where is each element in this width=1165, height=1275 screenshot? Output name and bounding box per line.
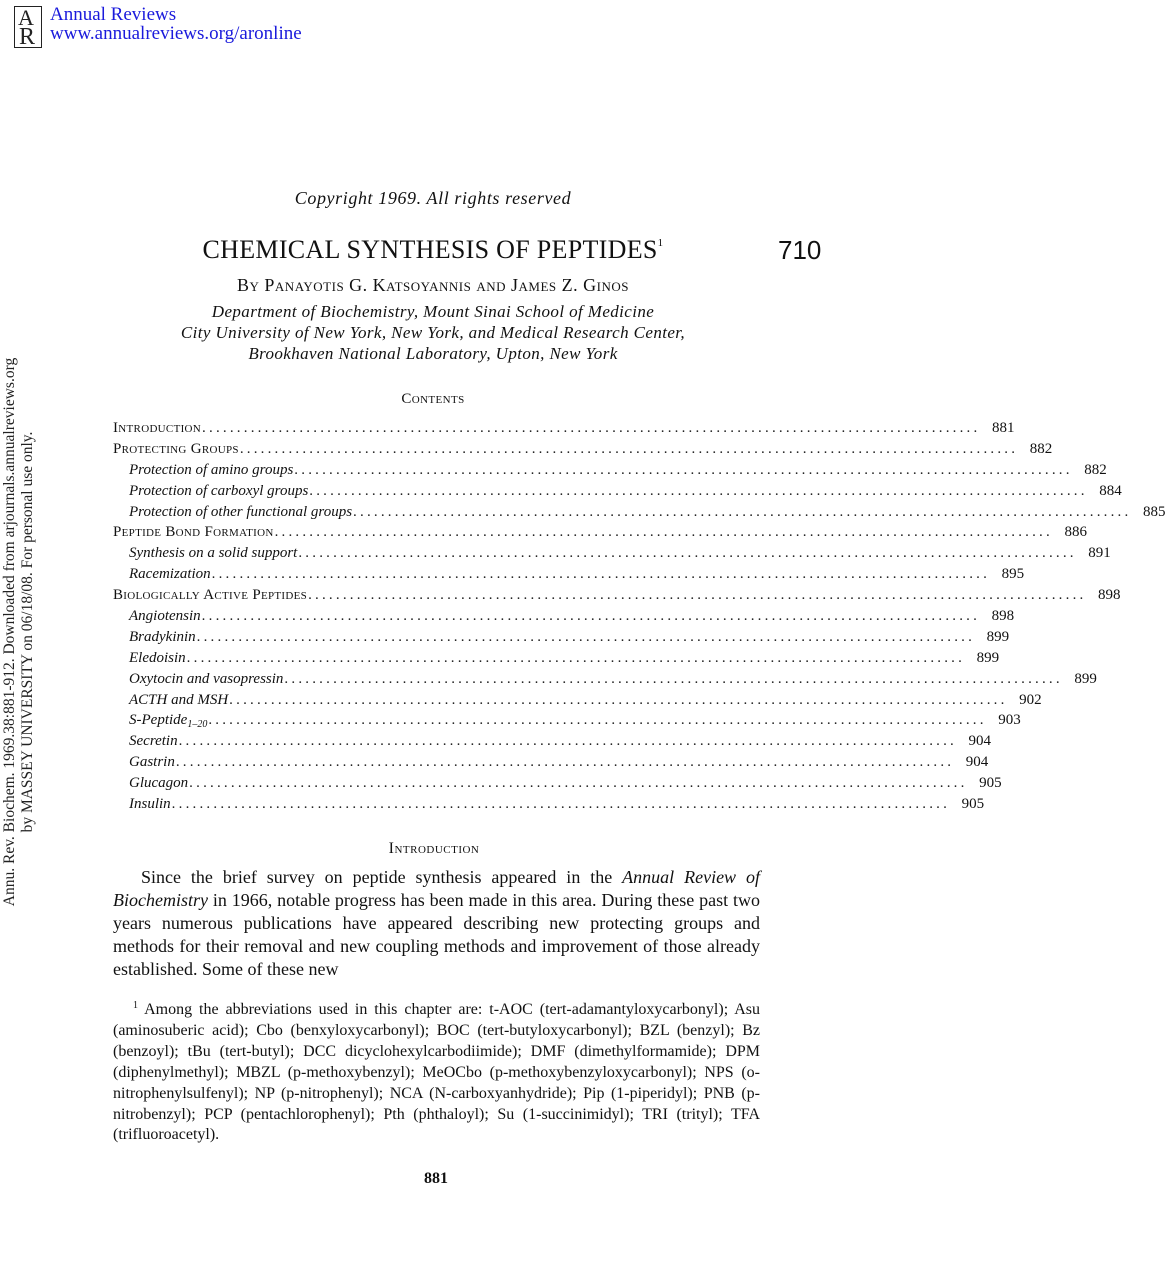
toc-dot-leader: ................................................................................................................ [284,670,1063,687]
toc-page: 904 [965,754,989,771]
toc-page: 891 [1088,545,1111,562]
toc-page: 881 [991,420,1015,436]
toc-dot-leader: ................................................................................................................ [239,440,1019,457]
toc-page: 884 [1099,482,1122,499]
contents-heading: Contents [401,391,465,407]
toc-label: Gastrin [129,754,175,771]
toc-entry[interactable] [113,606,1015,627]
toc-label: Protection of other functional groups [129,503,353,520]
toc-page: 905 [979,775,1002,792]
toc-dot-leader: ................................................................................................................ [186,649,966,666]
toc-label: S-Peptide [129,712,188,729]
toc-page: 899 [976,649,1000,666]
footnote-text: Among the abbreviations used in this chapter are: t-AOC (tert-adamantyloxycarbonyl); Asu (aminosuberic acid); Cbo (benxyloxycarbonyl); BOC (tert-butyloxycarbonyl); BZL (benzyl); Bz (benzoyl); tBu (tert-butyl); DCC dicyclohexylcarbodiimide); DMF (dimethylformamide); DPM (diphenylmethyl); MBZL (p-methoxybenzyl); MeOCbo (p-methoxybenzyloxycarbonyl); NPS (o-nitrophenylsulfenyl); NP (p-nitrophenyl); NCA (N-carboxyanhydride); Pip (1-piperidyl); PNB (p-nitrobenzyl); PCP (pentachlorophenyl); Pth (phthaloyl); Su (1-succinimidyl); TRI (trityl); TFA (trifluoroacetyl). [113,1001,760,1144]
abbreviations-footnote [113,996,760,1146]
toc-label: Biologically Active Peptides [113,587,308,604]
download-note-line1: Annu. Rev. Biochem. 1969.38:881-912. Downloaded from arjournals.annualreviews.org [1,357,18,907]
intro-journal-name: Annual Review of Biochemistry [113,867,760,910]
annual-reviews-logo [14,6,42,48]
toc-page: 895 [1001,566,1025,583]
introduction-paragraph [113,866,760,981]
toc-label-subscript: 1–20 [187,719,208,731]
toc-dot-leader: ................................................................................................................ [229,691,1008,708]
toc-page: 905 [961,796,985,813]
intro-text-part2: in 1966, notable progress has been made in this area. During these past two years numerous publications have appeared describing new protecting groups and methods for their removal and new coupling methods and improvement of those already established. Some of these new [113,890,760,979]
toc-dot-leader: ................................................................................................................ [189,775,968,792]
toc-label: Oxytocin and vasopressin [129,670,284,687]
toc-page: 882 [1084,461,1107,478]
toc-page: 902 [1019,691,1042,708]
toc-entry[interactable] [113,585,1121,606]
table-of-contents [113,418,1165,815]
toc-label: Angiotensin [129,608,201,625]
toc-label: Eledoisin [129,649,186,666]
toc-page: 886 [1064,524,1087,541]
toc-label: Racemization [129,566,211,583]
toc-page: 903 [998,712,1021,729]
toc-entry[interactable] [113,522,1087,543]
affiliation-line-2: City University of New York, New York, and Medical Research Center, [180,323,686,342]
toc-label: ACTH and MSH [129,691,229,708]
authors-line: By Panayotis G. Katsoyannis and James Z. Ginos [237,275,629,295]
toc-label: Synthesis on a solid support [129,545,298,562]
toc-dot-leader: ................................................................................................................ [208,712,987,729]
toc-label: Protection of carboxyl groups [129,482,309,499]
toc-entry[interactable] [113,710,1021,731]
logo-letter-r: R [19,24,36,50]
toc-label: Protection of amino groups [129,461,294,478]
toc-entry[interactable] [113,502,1165,523]
toc-dot-leader: ................................................................................................................ [211,566,991,583]
toc-entry[interactable] [113,731,991,752]
toc-label: Bradykinin [129,628,196,645]
footnote-mark: 1 [133,1000,138,1011]
title-footnote-mark: 1 [657,237,664,249]
toc-label: Insulin [129,796,171,813]
toc-page: 899 [1074,670,1097,687]
toc-dot-leader: ................................................................................................................ [353,503,1132,520]
toc-entry[interactable] [113,648,1000,669]
toc-dot-leader: ................................................................................................................ [294,461,1073,478]
toc-dot-leader: ................................................................................................................ [309,482,1088,499]
logo-letter-a: A [18,5,34,30]
toc-page: 899 [986,628,1010,645]
download-note-line2: by MASSEY UNIVERSITY on 06/18/08. For personal use only. [19,431,36,833]
toc-dot-leader: ................................................................................................................ [274,524,1053,541]
toc-entry[interactable] [113,669,1097,690]
toc-dot-leader: ................................................................................................................ [175,754,955,771]
brand-name[interactable]: Annual Reviews [50,4,177,25]
toc-entry[interactable] [113,752,989,773]
affiliation-line-3: Brookhaven National Laboratory, Upton, New York [248,344,618,363]
toc-dot-leader: ................................................................................................................ [202,420,981,436]
toc-entry[interactable] [113,794,985,815]
toc-page: 904 [968,733,991,750]
brand-url[interactable]: www.annualreviews.org/aronline [50,23,302,44]
introduction-body [113,866,760,981]
toc-page: 882 [1029,440,1053,457]
toc-dot-leader: ................................................................................................................ [171,796,951,813]
toc-entry[interactable] [113,418,1015,439]
toc-entry[interactable] [113,481,1122,502]
toc-entry[interactable] [113,543,1111,564]
toc-dot-leader: ................................................................................................................ [201,608,981,625]
toc-dot-leader: ................................................................................................................ [196,628,976,645]
intro-text-part1: Since the brief survey on peptide synthesis appeared in the [141,867,623,887]
toc-dot-leader: ................................................................................................................ [298,545,1077,562]
toc-label: Secretin [129,733,178,750]
introduction-heading: Introduction [388,840,480,857]
toc-entry[interactable] [113,690,1042,711]
toc-page: 898 [991,608,1015,625]
toc-dot-leader: ................................................................................................................ [178,733,957,750]
toc-entry[interactable] [113,460,1107,481]
article-title-text: CHEMICAL SYNTHESIS OF PEPTIDES [202,235,658,264]
toc-label: Glucagon [129,775,189,792]
copyright-line: Copyright 1969. All rights reserved [294,188,572,208]
toc-page: 885 [1142,503,1165,520]
toc-label: Introduction [113,420,202,436]
toc-entry[interactable] [113,564,1025,585]
footnote-paragraph [113,996,760,1146]
toc-page: 898 [1097,587,1121,604]
toc-dot-leader: ................................................................................................................ [308,587,1087,604]
toc-entry[interactable] [113,773,1002,794]
toc-label: Peptide Bond Formation [113,524,274,541]
article-title [0,235,866,265]
affiliation-line-1: Department of Biochemistry, Mount Sinai School of Medicine [211,302,655,321]
toc-label: Protecting Groups [113,440,239,457]
toc-entry[interactable] [113,627,1010,648]
page-number-top: 710 [778,235,822,265]
page-number-bottom: 881 [424,1170,448,1187]
toc-entry[interactable] [113,439,1053,460]
